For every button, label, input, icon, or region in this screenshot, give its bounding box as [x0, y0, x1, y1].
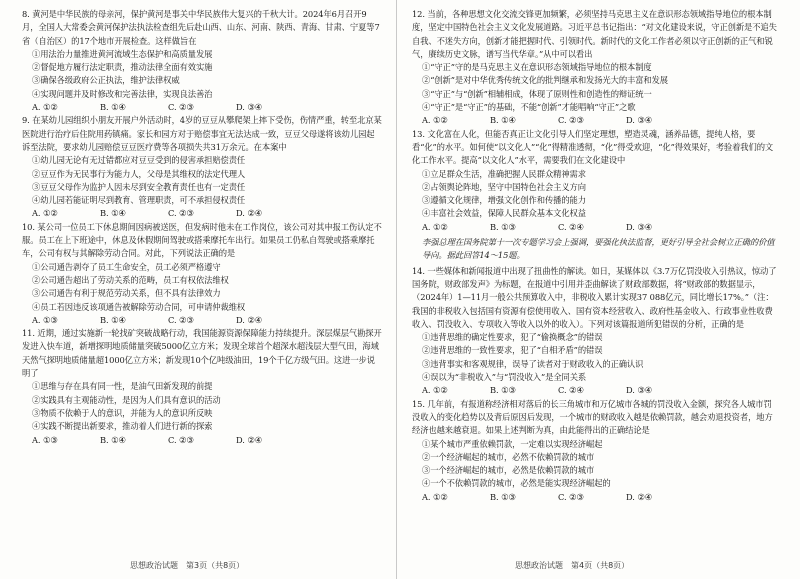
answer-choices: [412, 491, 778, 504]
question-stem: 13. 文化富在人化，但能否真正让文化引导人们坚定理想，塑造灵魂，涵养品德，提纯人格，要看“化”的水平。如何使“以文化人”“化”得精准透彻，“化”得受欢迎，“化”得效果好，考验着我们的文化工作水平。提高“以文化人”水平，需要我们在文化建设中: [412, 128, 774, 166]
column-divider: [396, 0, 397, 579]
answer-choices: [22, 434, 382, 447]
question-stem: 15. 几年前，有报道称经济相对落后的长三角城市和万亿城市各城的罚没收入金额，探究各人城市罚没收入的变化趋势以及背后原因后发现，一个城市的财政收入越是依赖罚款，越会劝退投资者，地方经济也越来越衰退。如果上述判断为真，由此能得出的正确结论是: [412, 398, 773, 436]
option-4: ④实现问题并及时修改和完善法律，实现良法善治: [32, 88, 213, 99]
question-stem: 12. 当前，各种思想文化交流交锋更加频繁，必须坚持马克思主义在意识形态领域指导地位的根本制度，坚定中国特色社会主义文化发展道路。习近平总书记指出：“对文化建设来说，守正创新是不追失自我、不迷失方向，创新才能把握时代、引领时代。新时代的文化工作者必须以守正创新的正气和锐气，赓续历史文脉，谱写当代华章。”从中可以看出: [412, 9, 777, 59]
question-8: [22, 8, 382, 114]
option-2: ②公司通告超出了劳动关系的范畴，员工有权依法维权: [32, 274, 229, 285]
answer-choices: [22, 314, 382, 327]
answer-choices: [22, 101, 382, 114]
option-3: ③一个经济崛起的城市，必然是依赖罚款的城市: [422, 465, 595, 476]
choice-d: D. ②④: [236, 208, 263, 219]
question-13: [412, 128, 778, 234]
choice-b: B. ①④: [490, 115, 516, 126]
option-2: ②违背思维的一致性要求，犯了“自相矛盾”的错误: [422, 345, 603, 356]
option-3: ③“守正”与“创新”相辅相成，体现了原则性和创造性的辩证统一: [422, 88, 652, 99]
answer-choices: [22, 207, 382, 220]
option-1: ①用法治力量推进黄河流域生态保护和高质量发展: [32, 48, 213, 59]
choice-d: D. ③④: [236, 102, 263, 113]
choice-d: D. ③④: [626, 385, 653, 396]
choice-b: B. ①③: [490, 491, 516, 502]
option-4: ④员工若因违反该项通告被解除劳动合同，可申请仲裁维权: [32, 301, 246, 312]
question-10: [22, 221, 382, 327]
option-3: ③遵循文化规律，增强文化创作和传播的能力: [422, 195, 586, 206]
choice-a: A. ①②: [32, 208, 58, 219]
option-2: ②“创新”是对中华优秀传统文化的批判继承和发扬光大的丰富和发展: [422, 75, 668, 86]
choice-a: A. ①②: [422, 385, 448, 396]
option-4: ④一个不依赖罚款的城市，必然是能实现经济崛起的: [422, 478, 611, 489]
answer-choices: [412, 114, 778, 127]
choice-a: A. ①②: [422, 115, 448, 126]
choice-c: C. ②③: [558, 491, 584, 502]
question-stem: 14. 一些媒体和新闻报道中出现了扭曲性的解读。如日，某媒体以《3.7万亿罚没收入引热议，惊动了国务院，财政部发声》为标题，在报道中引用并歪曲解读了财政部数据，将“财政部的数据显示，（2024年）1—11月一般公共预算收入中，非税收入累计实现37 088亿元，同比增长17%。”（注：我国的非税收入包括国有资源有偿使用收入、国有资本经营收入、政府性基金收入、行政事业性收费收入、罚没收入、专项收入等收入以外的收入）。下列对该篇报道所犯错误的分析，正确的是: [412, 265, 777, 329]
option-2: ②豆豆作为无民事行为能力人，父母是其维权的法定代理人: [32, 168, 246, 179]
page-footer-right: 思想政治试题 第4页（共8页）: [515, 561, 630, 570]
choice-c: C. ②③: [168, 102, 194, 113]
option-3: ③公司通告有利于规范劳动关系，但不具有法律效力: [32, 288, 221, 299]
option-4: ④幼儿园若能证明尽到教育、管理职责，可不承担侵权责任: [32, 195, 246, 206]
choice-b: B. ①③: [490, 385, 516, 396]
option-2: ②占领舆论阵地，坚守中国特色社会主义方向: [422, 181, 586, 192]
option-2: ②实践具有主观能动性，是因为人们具有意识的活动: [32, 394, 221, 405]
answer-choices: [412, 384, 778, 397]
choice-a: A. ①②: [32, 102, 58, 113]
choice-a: A. ①③: [32, 314, 58, 325]
choice-b: B. ①④: [100, 434, 126, 445]
question-stem: 11. 近期，通过实施新一轮找矿突破战略行动，我国能源资源保障能力持续提升。深层煤层气勘探开发进入快车道，新增探明地质储量突破5000亿立方米；发现全球首个超深水超浅层大型气田，海域天然气探明地质储量超1000亿立方米；新发现10个亿吨级油田，19个千亿方级气田。这进一步说明了: [22, 328, 382, 379]
option-1: ①“守正”守的是马克思主义在意识形态领域指导地位的根本制度: [422, 62, 652, 73]
choice-b: B. ①④: [100, 102, 126, 113]
choice-c: C. ②③: [168, 434, 194, 445]
choice-d: D. ②④: [626, 491, 653, 502]
page-footer-left: 思想政治试题 第3页（共8页）: [130, 561, 245, 570]
choice-d: D. ③④: [626, 115, 653, 126]
question-14: [412, 265, 778, 398]
question-9: [22, 114, 382, 220]
option-4: ④实践不断提出新要求，推动着人们进行新的探索: [32, 421, 213, 432]
option-4: ④误以为“非税收入”与“罚没收入”是全同关系: [422, 372, 587, 383]
choice-c: C. ②③: [168, 208, 194, 219]
choice-c: C. ②③: [168, 314, 194, 325]
option-2: ②一个经济崛起的城市，必然不依赖罚款的城市: [422, 451, 595, 462]
choice-c: C. ②④: [558, 221, 584, 232]
question-stem: 10. 某公司一位员工下休息期间因病被送医，但发病时他未在工作岗位，该公司对其申报工伤认定不服。员工在上下班途中，休息及休假期间驾驶或搭乘摩托车出行。如果员工仍私自驾驶或搭乘摩托车，公司有权与其解除劳动合同。对此，下列说法正确的是: [22, 221, 382, 259]
option-1: ①某个城市严重依赖罚款，一定难以实现经济崛起: [422, 438, 603, 449]
question-stem: 9. 在某幼儿园组织小朋友开展户外活动时，4岁的豆豆从攀爬架上摔下受伤，伤情严重，转至北京某医院进行治疗后住院用药镇痛。家长和园方对于赔偿事宜无法达成一致，豆豆父母遂将该幼儿园起诉至法院，要求幼儿园赔偿豆豆医疗费等各项损失共31万余元。在本案中: [22, 115, 382, 152]
option-1: ①立足群众生活，准确把握人民群众精神需求: [422, 168, 586, 179]
choice-c: C. ②④: [558, 385, 584, 396]
question-11: [22, 327, 382, 447]
option-1: ①违背思维的确定性要求，犯了“偷换概念”的错误: [422, 332, 603, 343]
option-4: ④丰富社会效益，保障人民群众基本文化权益: [422, 208, 586, 219]
right-column: [412, 8, 778, 504]
material-note: 李强总理在国务院第十一次专题学习会上强调，要强化执法监督，更好引导全社会树立正确的价值导向。据此回答14～15题。: [422, 237, 775, 261]
choice-b: B. ①④: [100, 314, 126, 325]
choice-b: B. ①③: [490, 221, 516, 232]
question-stem: 8. 黄河是中华民族的母亲河，保护黄河是事关中华民族伟大复兴的千秋大计。2024年6月召开9月，全国人大常委会黄河保护法执法检查组先后赴山西、山东、河南、陕西、青海、甘肃、宁夏等7省（自治区）的17个地市开展检查。这样做旨在: [22, 9, 380, 46]
option-4: ④“守正”是“守正”的基础，不能“创新”才能唱响“守正”之歌: [422, 102, 636, 113]
choice-d: D. ②④: [236, 434, 263, 445]
choice-a: A. ①②: [422, 491, 448, 502]
choice-b: B. ①④: [100, 208, 126, 219]
question-15: [412, 398, 778, 504]
option-2: ②督促地方履行法定职责，推动法律全面有效实施: [32, 62, 213, 73]
answer-choices: [412, 221, 778, 234]
choice-a: A. ①③: [32, 434, 58, 445]
choice-c: C. ②③: [558, 115, 584, 126]
choice-d: D. ③④: [626, 221, 653, 232]
option-1: ①幼儿园无论有无过错都应对豆豆受到的侵害承担赔偿责任: [32, 155, 246, 166]
choice-a: A. ①②: [422, 221, 448, 232]
option-3: ③确保各级政府公正执法，维护法律权威: [32, 75, 180, 86]
left-column: [22, 8, 382, 447]
option-1: ①思维与存在具有同一性，是油气田新发现的前提: [32, 381, 213, 392]
option-1: ①公司通告剥夺了员工生命安全，员工必须严格遵守: [32, 261, 221, 272]
option-3: ③豆豆父母作为监护人因未尽到安全教育责任也有一定责任: [32, 181, 246, 192]
option-3: ③物质不依赖于人的意识，并能为人的意识所反映: [32, 407, 213, 418]
option-3: ③违背事实和客观规律，误导了读者对于财政收入的正确认识: [422, 358, 644, 369]
choice-d: D. ②④: [236, 314, 263, 325]
question-12: [412, 8, 778, 128]
